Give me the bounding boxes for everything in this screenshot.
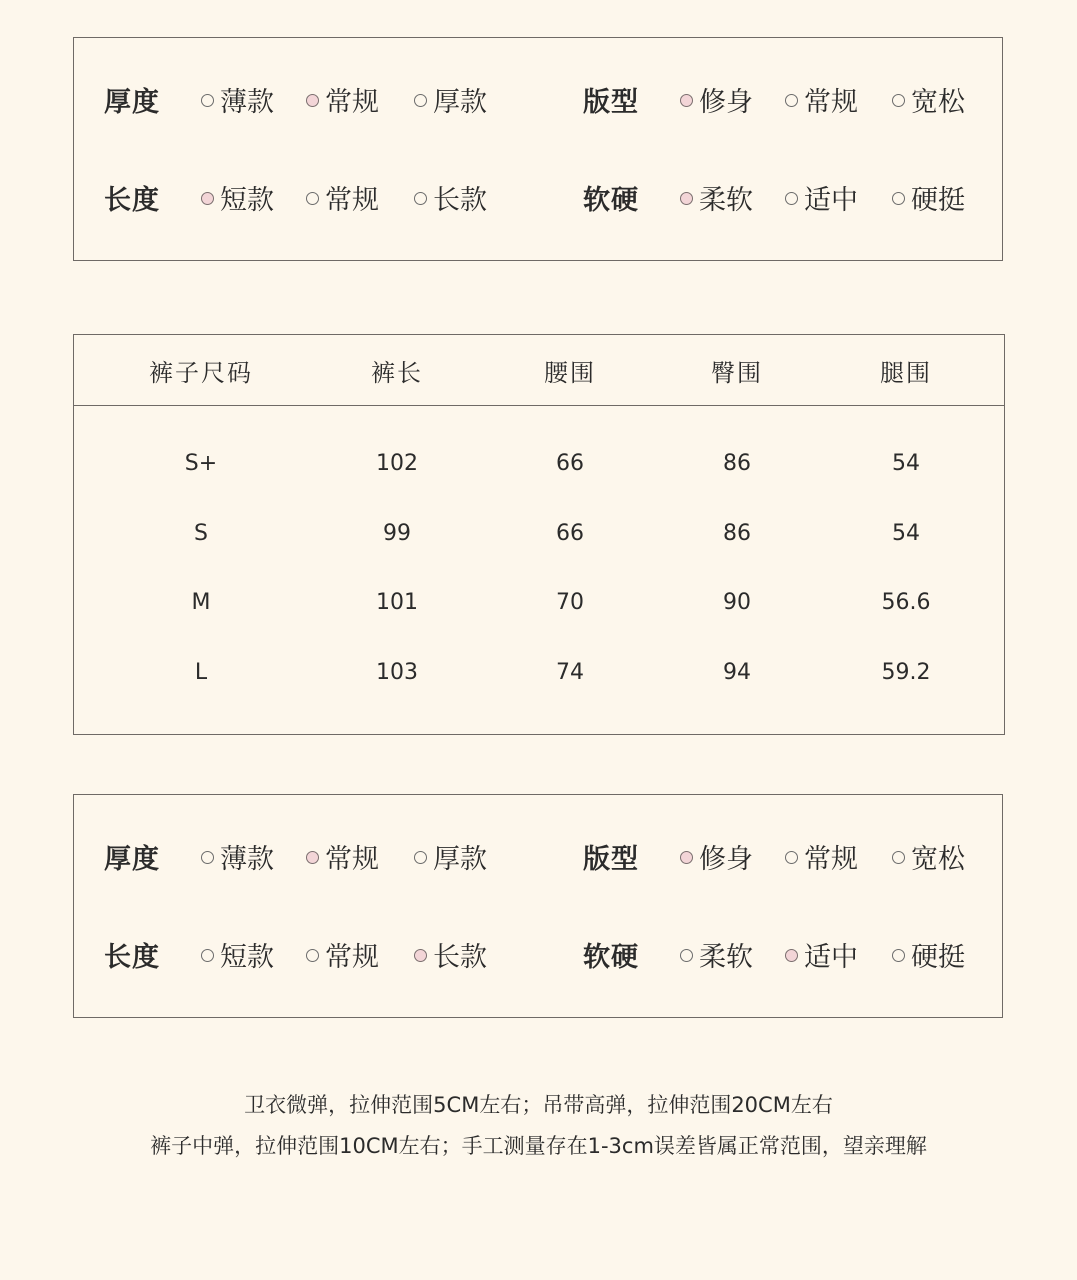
radio-icon <box>306 949 319 962</box>
cell-size: L <box>194 660 208 685</box>
radio-icon <box>785 192 798 205</box>
radio-icon <box>785 851 798 864</box>
size-table-header <box>74 335 1004 406</box>
cell-length: 102 <box>376 451 418 476</box>
option-regular-thickness[interactable]: 常规 <box>306 78 379 128</box>
option-regular-fit[interactable]: 常规 <box>785 78 858 128</box>
attribute-panel-bottom <box>73 794 1003 1018</box>
header-thigh: 腿围 <box>880 359 932 387</box>
option-thin[interactable]: 薄款 <box>201 835 274 885</box>
radio-icon <box>892 94 905 107</box>
label-length: 长度 <box>104 185 160 216</box>
cell-waist: 70 <box>556 590 584 615</box>
cell-hip: 94 <box>723 660 751 685</box>
option-regular-length[interactable]: 常规 <box>306 933 379 983</box>
option-thin[interactable]: 薄款 <box>201 78 274 128</box>
option-medium[interactable]: 适中 <box>785 933 858 983</box>
radio-icon <box>306 192 319 205</box>
option-loose[interactable]: 宽松 <box>892 78 965 128</box>
option-loose[interactable]: 宽松 <box>892 835 965 885</box>
label-fit: 版型 <box>583 844 639 875</box>
radio-selected-icon <box>680 94 693 107</box>
cell-waist: 66 <box>556 521 584 546</box>
header-size: 裤子尺码 <box>149 359 253 387</box>
label-fit: 版型 <box>583 87 639 118</box>
cell-size: S+ <box>184 451 218 476</box>
option-soft[interactable]: 柔软 <box>680 933 753 983</box>
label-thickness: 厚度 <box>104 844 160 875</box>
option-regular-thickness[interactable]: 常规 <box>306 835 379 885</box>
cell-thigh: 59.2 <box>881 660 931 685</box>
radio-icon <box>201 949 214 962</box>
stretch-note-line-1: 卫衣微弹，拉伸范围5CM左右；吊带高弹，拉伸范围20CM左右 <box>244 1093 833 1117</box>
radio-icon <box>892 192 905 205</box>
option-regular-fit[interactable]: 常规 <box>785 835 858 885</box>
radio-icon <box>785 94 798 107</box>
cell-hip: 86 <box>723 451 751 476</box>
option-short[interactable]: 短款 <box>201 176 274 226</box>
attr-row-length-softness <box>74 176 1002 226</box>
size-table <box>73 334 1005 735</box>
option-soft[interactable]: 柔软 <box>680 176 753 226</box>
radio-selected-icon <box>680 851 693 864</box>
radio-selected-icon <box>306 94 319 107</box>
radio-icon <box>892 851 905 864</box>
cell-size: S <box>194 521 208 546</box>
option-slim[interactable]: 修身 <box>680 835 753 885</box>
stretch-note-line-2: 裤子中弹，拉伸范围10CM左右；手工测量存在1-3cm误差皆属正常范围，望亲理解 <box>150 1134 927 1158</box>
cell-length: 103 <box>376 660 418 685</box>
option-thick[interactable]: 厚款 <box>414 835 487 885</box>
header-pants-length: 裤长 <box>371 359 423 387</box>
label-softness: 软硬 <box>583 185 639 216</box>
cell-length: 99 <box>383 521 411 546</box>
option-slim[interactable]: 修身 <box>680 78 753 128</box>
cell-length: 101 <box>376 590 418 615</box>
attr-row-length-softness <box>74 933 1002 983</box>
cell-hip: 90 <box>723 590 751 615</box>
radio-selected-icon <box>680 192 693 205</box>
radio-icon <box>201 851 214 864</box>
option-long[interactable]: 长款 <box>414 933 487 983</box>
cell-size: M <box>191 590 211 615</box>
radio-selected-icon <box>414 949 427 962</box>
radio-icon <box>414 192 427 205</box>
attribute-panel-top <box>73 37 1003 261</box>
option-short[interactable]: 短款 <box>201 933 274 983</box>
option-medium[interactable]: 适中 <box>785 176 858 226</box>
radio-selected-icon <box>201 192 214 205</box>
label-softness: 软硬 <box>583 942 639 973</box>
cell-thigh: 56.6 <box>881 590 931 615</box>
attr-row-thickness-fit <box>74 78 1002 128</box>
radio-selected-icon <box>306 851 319 864</box>
header-waist: 腰围 <box>544 359 596 387</box>
label-length: 长度 <box>104 942 160 973</box>
radio-selected-icon <box>785 949 798 962</box>
option-thick[interactable]: 厚款 <box>414 78 487 128</box>
radio-icon <box>201 94 214 107</box>
option-stiff[interactable]: 硬挺 <box>892 933 965 983</box>
radio-icon <box>414 851 427 864</box>
option-regular-length[interactable]: 常规 <box>306 176 379 226</box>
option-long[interactable]: 长款 <box>414 176 487 226</box>
label-thickness: 厚度 <box>104 87 160 118</box>
cell-waist: 74 <box>556 660 584 685</box>
cell-hip: 86 <box>723 521 751 546</box>
attr-row-thickness-fit <box>74 835 1002 885</box>
cell-waist: 66 <box>556 451 584 476</box>
header-hip: 臀围 <box>711 359 763 387</box>
option-stiff[interactable]: 硬挺 <box>892 176 965 226</box>
radio-icon <box>414 94 427 107</box>
cell-thigh: 54 <box>892 521 920 546</box>
radio-icon <box>892 949 905 962</box>
radio-icon <box>680 949 693 962</box>
cell-thigh: 54 <box>892 451 920 476</box>
